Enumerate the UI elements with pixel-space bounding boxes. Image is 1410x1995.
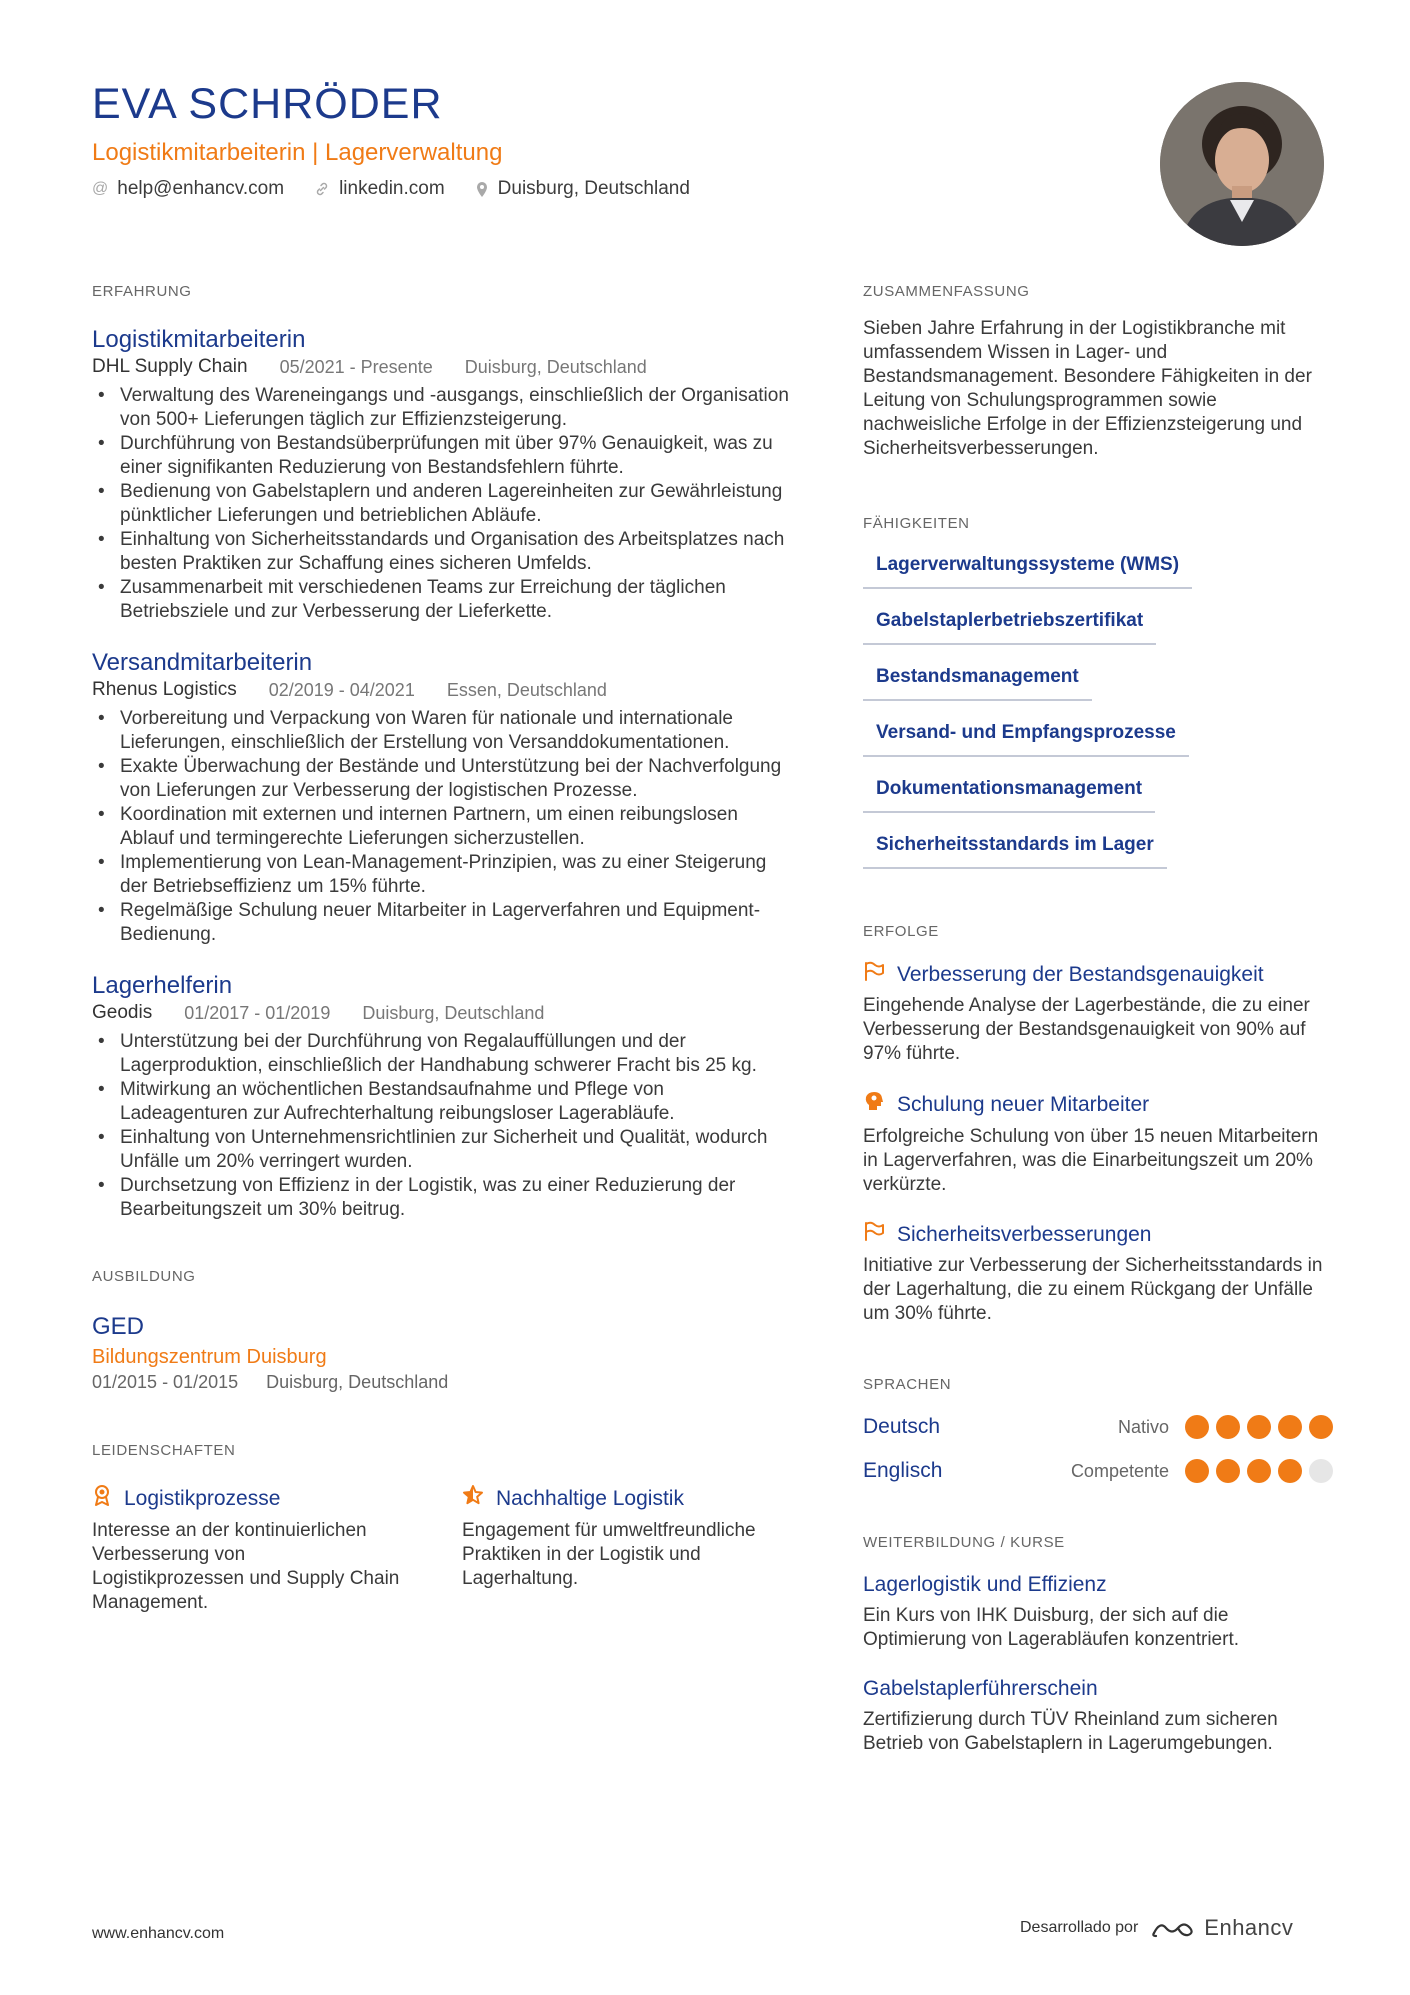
contact-row [92, 176, 1152, 202]
rating-dot-filled [1185, 1459, 1209, 1483]
achievement-desc: Initiative zur Verbesserung der Sicherheitsstandards in der Lagerhaltung, die zu einem Rückgang der Unfälle um 30% führte. [863, 1255, 1323, 1324]
bullet-item: • Koordination mit externen und internen Partnern, um einen reibungslosen Ablauf und termingerechte Lieferungen sicherzustellen. [92, 803, 792, 851]
education-dates: 01/2015 - 01/2015 [92, 1372, 239, 1392]
rating-dot-empty [1309, 1459, 1333, 1483]
skill-tag: Sicherheitsstandards im Lager [863, 833, 1167, 869]
brand-name: Enhancv [1204, 1915, 1294, 1940]
right-column [863, 283, 1333, 1756]
powered-by-text: Desarrollado por [1020, 1919, 1139, 1936]
passion-item [462, 1484, 772, 1615]
language-level: Nativo [1117, 1416, 1169, 1437]
job-bullets [92, 384, 792, 624]
education-meta [92, 1370, 792, 1394]
head-icon [863, 1090, 885, 1119]
job-title: Versandmitarbeiterin [92, 649, 313, 676]
left-column [92, 283, 792, 1615]
bullet-item: • Mitwirkung an wöchentlichen Bestandsaufnahme und Pflege von Ladeagenturen zur Aufrechterhaltung reibungsloser Lagerabläufe. [92, 1078, 792, 1126]
contact-location [475, 176, 690, 202]
job-dates: 05/2021 - Presente [279, 357, 433, 377]
summary-section-title: ZUSAMMENFASSUNG [863, 283, 1030, 300]
job-title: Lagerhelferin [92, 972, 233, 999]
contact-linkedin[interactable] [314, 176, 445, 202]
brand-logo[interactable] [1150, 1915, 1293, 1941]
bullet-item: • Einhaltung von Unternehmensrichtlinien zur Sicherheit und Qualität, wodurch Unfälle um 20% verringert wurden. [92, 1126, 792, 1174]
passions-list [92, 1484, 792, 1615]
job-entry [92, 971, 792, 1222]
footer-website[interactable]: www.enhancv.com [92, 1925, 225, 1942]
rating-dot-filled [1216, 1415, 1240, 1439]
course-item [863, 1572, 1333, 1652]
bullet-item: • Zusammenarbeit mit verschiedenen Teams zur Erreichung der täglichen Betriebsziele und zur Verbesserung der Lieferkette. [92, 576, 792, 624]
achievements-section-title: ERFOLGE [863, 923, 939, 940]
job-dates: 01/2017 - 01/2019 [184, 1003, 331, 1023]
course-item [863, 1676, 1333, 1756]
job-bullets [92, 1030, 792, 1222]
rating-dot-filled [1185, 1415, 1209, 1439]
skill-tag: Lagerverwaltungssysteme (WMS) [863, 553, 1192, 589]
candidate-name: EVA SCHRÖDER [92, 80, 443, 128]
passion-head [462, 1484, 772, 1513]
achievement-title: Sicherheitsverbesserungen [897, 1222, 1152, 1246]
achievement-item [863, 1221, 1333, 1326]
linkedin-text: linkedin.com [339, 178, 445, 199]
job-dates: 02/2019 - 04/2021 [268, 680, 415, 700]
language-row [863, 1458, 1333, 1484]
achievement-desc: Eingehende Analyse der Lagerbestände, die zu einer Verbesserung der Bestandsgenauigkeit von 90% auf 97% führte. [863, 995, 1310, 1064]
skill-tag: Gabelstaplerbetriebszertifikat [863, 609, 1156, 645]
flag-icon [863, 1221, 885, 1248]
profile-photo [1160, 82, 1324, 246]
achievement-title: Schulung neuer Mitarbeiter [897, 1092, 1150, 1116]
rating-dot-filled [1216, 1459, 1240, 1483]
job-meta [92, 1001, 792, 1025]
summary-text: Sieben Jahre Erfahrung in der Logistikbranche mit umfassendem Wissen in Lager- und Bestandsmanagement. Besondere Fähigkeiten in der Leitung von Schulungsprogrammen sowie nachweisliche Erfolge in der Effizienzsteigerung und Sicherheitsverbesserungen. [863, 318, 1312, 459]
course-desc: Ein Kurs von IHK Duisburg, der sich auf die Optimierung von Lagerabläufen konzentriert. [863, 1605, 1240, 1650]
passion-title: Nachhaltige Logistik [496, 1486, 684, 1510]
achievement-desc: Erfolgreiche Schulung von über 15 neuen Mitarbeitern in Lagerverfahren, was die Einarbeitungszeit um 20% verkürzte. [863, 1126, 1319, 1195]
language-name: Deutsch [863, 1415, 941, 1438]
contact-email[interactable] [92, 176, 284, 202]
skill-tag: Dokumentationsmanagement [863, 777, 1155, 813]
job-meta [92, 355, 792, 379]
course-title: Lagerlogistik und Effizienz [863, 1573, 1107, 1596]
location-text: Duisburg, Deutschland [497, 178, 690, 199]
bullet-item: • Vorbereitung und Verpackung von Waren für nationale und internationale Lieferungen, einschließlich der Erstellung von Versanddokumentationen. [92, 707, 792, 755]
course-desc: Zertifizierung durch TÜV Rheinland zum sicheren Betrieb von Gabelstaplern in Lagerumgebungen. [863, 1709, 1278, 1754]
education-school: Bildungszentrum Duisburg [92, 1346, 327, 1368]
enhancv-logo-icon [1150, 1917, 1196, 1939]
passion-head [92, 1484, 402, 1513]
experience-section-title: ERFAHRUNG [92, 283, 192, 300]
bullet-item: • Exakte Überwachung der Bestände und Unterstützung bei der Nachverfolgung von Lieferungen zur Verbesserung der logistischen Prozesse. [92, 755, 792, 803]
achievement-head [863, 1090, 1333, 1119]
passion-item [92, 1484, 402, 1615]
job-company: DHL Supply Chain [92, 356, 248, 377]
achievement-head [863, 961, 1333, 988]
language-row [863, 1414, 1333, 1440]
location-pin-icon [475, 181, 489, 198]
bullet-item: • Implementierung von Lean-Management-Prinzipien, was zu einer Steigerung der Betriebseffizienz um 15% führte. [92, 851, 792, 899]
headline: Logistikmitarbeiterin | Lagerverwaltung [92, 139, 503, 166]
passion-desc: Engagement für umweltfreundliche Praktiken in der Logistik und Lagerhaltung. [462, 1520, 756, 1589]
achievement-head [863, 1221, 1333, 1248]
passions-section-title: LEIDENSCHAFTEN [92, 1442, 236, 1459]
achievement-item [863, 961, 1333, 1066]
job-location: Duisburg, Deutschland [362, 1003, 545, 1023]
education-section-title: AUSBILDUNG [92, 1268, 196, 1285]
email-text: help@enhancv.com [117, 178, 285, 199]
rating-dot-filled [1309, 1415, 1333, 1439]
course-title: Gabelstaplerführerschein [863, 1677, 1098, 1700]
achievement-item [863, 1090, 1333, 1197]
bullet-item: • Einhaltung von Sicherheitsstandards und Organisation des Arbeitsplatzes nach besten Praktiken zur Schaffung eines sicheren Umfelds. [92, 528, 792, 576]
job-title: Logistikmitarbeiterin [92, 326, 306, 353]
job-company: Geodis [92, 1002, 153, 1023]
footer-branding [1020, 1915, 1293, 1941]
award-icon [92, 1484, 112, 1513]
skills-list [863, 553, 1333, 869]
bullet-item: • Bedienung von Gabelstaplern und anderen Lagereinheiten zur Gewährleistung pünktlicher Lieferungen und betrieblichen Abläufe. [92, 480, 792, 528]
rating-dot-filled [1247, 1459, 1271, 1483]
rating-dot-filled [1278, 1459, 1302, 1483]
job-company: Rhenus Logistics [92, 679, 237, 700]
rating-dot-filled [1247, 1415, 1271, 1439]
passion-title: Logistikprozesse [124, 1486, 281, 1510]
languages-list [863, 1414, 1333, 1484]
language-level: Competente [1070, 1460, 1169, 1481]
language-rating [1185, 1459, 1333, 1483]
education-location: Duisburg, Deutschland [266, 1372, 449, 1392]
rating-dot-filled [1278, 1415, 1302, 1439]
skills-section-title: FÄHIGKEITEN [863, 515, 970, 532]
skill-tag: Bestandsmanagement [863, 665, 1092, 701]
bullet-item: • Unterstützung bei der Durchführung von Regalauffüllungen und der Lagerproduktion, einschließlich der Handhabung schwerer Fracht bis 25 kg. [92, 1030, 792, 1078]
bullet-item: • Verwaltung des Wareneingangs und -ausgangs, einschließlich der Organisation von 500+ Lieferungen täglich zur Effizienzsteigerung. [92, 384, 792, 432]
skill-tag: Versand- und Empfangsprozesse [863, 721, 1189, 757]
courses-section-title: WEITERBILDUNG / KURSE [863, 1534, 1065, 1551]
language-name: Englisch [863, 1459, 943, 1482]
header [92, 78, 1152, 202]
flag-icon [863, 961, 885, 988]
bullet-item: • Durchführung von Bestandsüberprüfungen mit über 97% Genauigkeit, was zu einer signifikanten Reduzierung von Bestandsfehlern führte. [92, 432, 792, 480]
languages-section-title: SPRACHEN [863, 1376, 952, 1393]
language-rating [1185, 1415, 1333, 1439]
link-icon [314, 181, 330, 197]
achievement-title: Verbesserung der Bestandsgenauigkeit [897, 962, 1264, 986]
education-entry [92, 1312, 792, 1394]
bullet-item: • Regelmäßige Schulung neuer Mitarbeiter in Lagerverfahren und Equipment-Bedienung. [92, 899, 792, 947]
job-location: Essen, Deutschland [446, 680, 607, 700]
education-degree: GED [92, 1313, 145, 1340]
job-meta [92, 678, 792, 702]
passion-desc: Interesse an der kontinuierlichen Verbesserung von Logistikprozessen und Supply Chain Management. [92, 1520, 400, 1613]
job-bullets [92, 707, 792, 947]
job-entry [92, 325, 792, 624]
job-entry [92, 648, 792, 947]
job-location: Duisburg, Deutschland [464, 357, 647, 377]
bullet-item: • Durchsetzung von Effizienz in der Logistik, was zu einer Reduzierung der Bearbeitungszeit um 30% beitrug. [92, 1174, 792, 1222]
star-icon [462, 1484, 484, 1513]
at-icon: @ [92, 180, 109, 197]
